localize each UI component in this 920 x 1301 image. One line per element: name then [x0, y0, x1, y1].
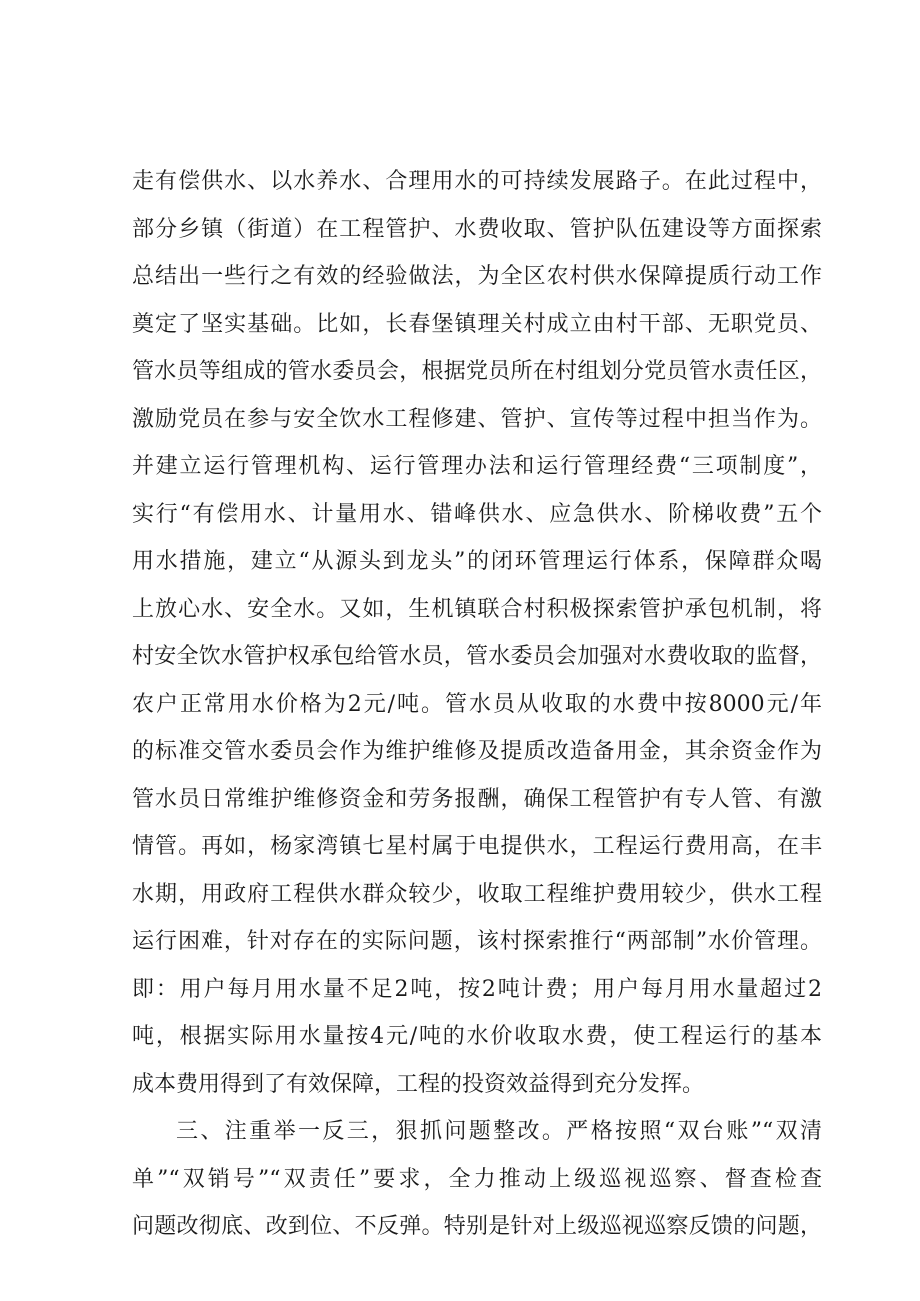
text-line: 管水员日常维护维修资金和劳务报酬，确保工程管护有专人管、有激 — [132, 786, 822, 812]
text-line: 并建立运行管理机构、运行管理办法和运行管理经费“三项制度”， — [132, 454, 822, 479]
text-line: 走有偿供水、以水养水、合理用水的可持续发展路子。在此过程中， — [132, 169, 822, 194]
text-line: 运行困难，针对存在的实际问题，该村探索推行“两部制”水价管理。 — [132, 929, 822, 954]
text-line: 实行“有偿用水、计量用水、错峰供水、应急供水、阶梯收费”五个 — [132, 501, 822, 527]
text-line: 村安全饮水管护权承包给管水员，管水委员会加强对水费收取的监督， — [132, 644, 822, 669]
text-line: 农户正常用水价格为2元/吨。管水员从收取的水费中按8000元/年 — [132, 691, 822, 717]
body-text — [132, 158, 822, 1251]
text-line: 单”“双销号”“双责任”要求，全力推动上级巡视巡察、督查检查 — [132, 1166, 822, 1192]
text-line: 部分乡镇（街道）在工程管护、水费收取、管护队伍建设等方面探索 — [132, 216, 822, 242]
text-line: 管水员等组成的管水委员会，根据党员所在村组划分党员管水责任区， — [132, 359, 822, 384]
text-line: 水期，用政府工程供水群众较少，收取工程维护费用较少，供水工程 — [132, 881, 822, 907]
text-line: 上放心水、安全水。又如，生机镇联合村积极探索管护承包机制，将 — [132, 596, 822, 622]
text-line: 吨，根据实际用水量按4元/吨的水价收取水费，使工程运行的基本 — [132, 1024, 822, 1049]
text-line: 成本费用得到了有效保障，工程的投资效益得到充分发挥。 — [132, 1071, 705, 1097]
text-line: 激励党员在参与安全饮水工程修建、管护、宣传等过程中担当作为。 — [132, 406, 822, 432]
text-line: 问题改彻底、改到位、不反弹。特别是针对上级巡视巡察反馈的问题， — [132, 1214, 822, 1239]
section-heading-line: 三、注重举一反三，狠抓问题整改。严格按照“双台账”“双清 — [176, 1119, 822, 1144]
text-line: 用水措施，建立“从源头到龙头”的闭环管理运行体系，保障群众喝 — [132, 549, 822, 574]
text-line: 的标准交管水委员会作为维护维修及提质改造备用金，其余资金作为 — [132, 739, 822, 764]
text-line: 情管。再如，杨家湾镇七星村属于电提供水，工程运行费用高，在丰 — [132, 834, 822, 859]
text-line: 奠定了坚实基础。比如，长春堡镇理关村成立由村干部、无职党员、 — [132, 311, 822, 337]
text-line: 总结出一些行之有效的经验做法，为全区农村供水保障提质行动工作 — [132, 264, 822, 289]
text-line: 即：用户每月用水量不足2吨，按2吨计费；用户每月用水量超过2 — [132, 976, 822, 1002]
